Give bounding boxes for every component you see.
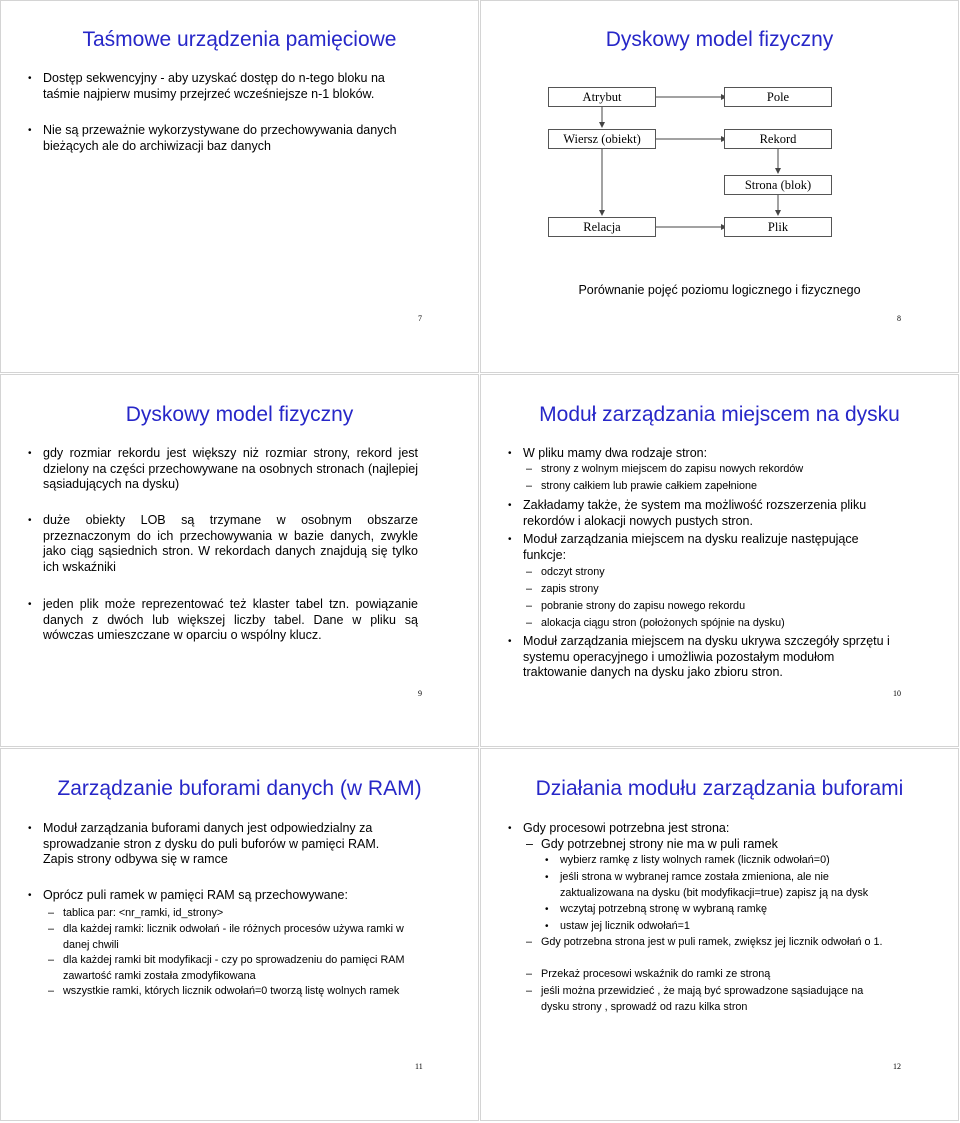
sub-item: – odczyt strony (541, 565, 901, 581)
box-plik: Plik (724, 217, 832, 237)
bullet-item: • gdy rozmiar rekordu jest większy niż rozmiar strony, rekord jest dzielony na części przechowywane na osobnych stronach (najlepiej sąsiadujących na dysku) (43, 446, 418, 493)
sub-item: – wszystkie ramki, których licznik odwołań=0 tworzą listę wolnych ramek (63, 984, 408, 1000)
slide-9 (0, 374, 479, 747)
sub-item: – jeśli można przewidzieć , że mają być sprowadzone sąsiadujące na dysku strony , sprowadź od razu kilka stron (541, 984, 881, 1015)
slide-7 (0, 0, 479, 373)
bullet-item: • Moduł zarządzania miejscem na dysku ukrywa szczegóły sprzętu i systemu operacyjnego i umożliwia pozostałym modułom traktowanie danych na dysku jako zbioru stron. (523, 634, 893, 681)
bullet-item: • Dostęp sekwencyjny - aby uzyskać dostęp do n-tego bloku na taśmie najpierw musimy przejrzeć wcześniejsze n-1 bloków. (43, 71, 403, 102)
sub-sub-item: • wczytaj potrzebną stronę w wybraną ramkę (560, 902, 905, 918)
slide-title: Działania modułu zarządzania buforami (535, 777, 904, 800)
slide-title: Moduł zarządzania miejscem na dysku (539, 403, 900, 426)
page-number: 9 (418, 689, 422, 698)
slide-title: Zarządzanie buforami danych (w RAM) (57, 777, 422, 800)
sub-item: – tablica par: <nr_ramki, id_strony> (63, 906, 408, 922)
slide-10 (480, 374, 959, 747)
diagram-caption: Porównanie pojęć poziomu logicznego i fizycznego (578, 283, 861, 297)
sub-item: – strony całkiem lub prawie całkiem zapełnione (541, 479, 901, 495)
bullet-item: • Gdy procesowi potrzebna jest strona: (523, 821, 893, 837)
sub-item: – dla każdej ramki bit modyfikacji - czy po sprowadzeniu do pamięci RAM zawartość ramki została zmodyfikowana (63, 953, 408, 984)
page-number: 10 (893, 689, 901, 698)
slide-title: Dyskowy model fizyczny (605, 28, 834, 51)
bullet-item: • Oprócz puli ramek w pamięci RAM są przechowywane: (43, 888, 413, 904)
box-rekord: Rekord (724, 129, 832, 149)
sub-sub-item: • ustaw jej licznik odwołań=1 (560, 919, 905, 935)
page-number: 7 (418, 314, 422, 323)
bullet-item: • Zakładamy także, że system ma możliwość rozszerzenia pliku rekordów i alokacji nowych pustych stron. (523, 498, 893, 529)
bullet-item: • Nie są przeważnie wykorzystywane do przechowywania danych bieżących ale do archiwizacji baz danych (43, 123, 403, 154)
bullet-item: • jeden plik może reprezentować też klaster tabel tzn. powiązanie danych z dwóch lub większej liczby tabel. Dane w pliku są wówczas umieszczane w oparciu o wspólny klucz. (43, 597, 418, 644)
bullet-item: • Moduł zarządzania buforami danych jest odpowiedzialny za sprowadzanie stron z dysku do puli buforów w pamięci RAM. Zapis strony odbywa się w ramce (43, 821, 398, 868)
page-number: 8 (897, 314, 901, 323)
sub-item: – alokacja ciągu stron (położonych spójnie na dysku) (541, 616, 901, 632)
slide-title: Taśmowe urządzenia pamięciowe (82, 28, 397, 51)
diagram-arrows (481, 1, 960, 374)
sub-item: – pobranie strony do zapisu nowego rekordu (541, 599, 901, 615)
slide-12 (480, 748, 959, 1121)
sub-sub-item: • jeśli strona w wybranej ramce została zmieniona, ale nie zaktualizowana na dysku (bit modyfikacji=true) zapisz ją na dysk (560, 870, 905, 901)
slide-8 (480, 0, 959, 373)
bullet-item: • W pliku mamy dwa rodzaje stron: (523, 446, 893, 462)
box-relacja: Relacja (548, 217, 656, 237)
sub-item: – Gdy potrzebnej strony nie ma w puli ramek (541, 837, 901, 853)
bullet-item: • duże obiekty LOB są trzymane w osobnym obszarze przeznaczonym do ich przechowywania w bazie danych, zwykle jako ciąg sąsiednich stron. W rekordach danych znajdują się tylko ich wskaźniki (43, 513, 418, 575)
bullet-item: • Moduł zarządzania miejscem na dysku realizuje następujące funkcje: (523, 532, 893, 563)
page-number: 12 (893, 1062, 901, 1071)
box-pole: Pole (724, 87, 832, 107)
sub-item: – strony z wolnym miejscem do zapisu nowych rekordów (541, 462, 901, 478)
sub-sub-item: • wybierz ramkę z listy wolnych ramek (licznik odwołań=0) (560, 853, 905, 869)
sub-item: – dla każdej ramki: licznik odwołań - ile różnych procesów używa ramki w danej chwili (63, 922, 408, 953)
page-number: 11 (415, 1062, 423, 1071)
sub-item: – Gdy potrzebna strona jest w puli ramek, zwiększ jej licznik odwołań o 1. (541, 935, 896, 951)
box-strona: Strona (blok) (724, 175, 832, 195)
slide-11 (0, 748, 479, 1121)
sub-item: – Przekaż procesowi wskaźnik do ramki ze stroną (541, 967, 896, 983)
sub-item: – zapis strony (541, 582, 901, 598)
box-wiersz: Wiersz (obiekt) (548, 129, 656, 149)
slide-title: Dyskowy model fizyczny (125, 403, 354, 426)
box-atrybut: Atrybut (548, 87, 656, 107)
